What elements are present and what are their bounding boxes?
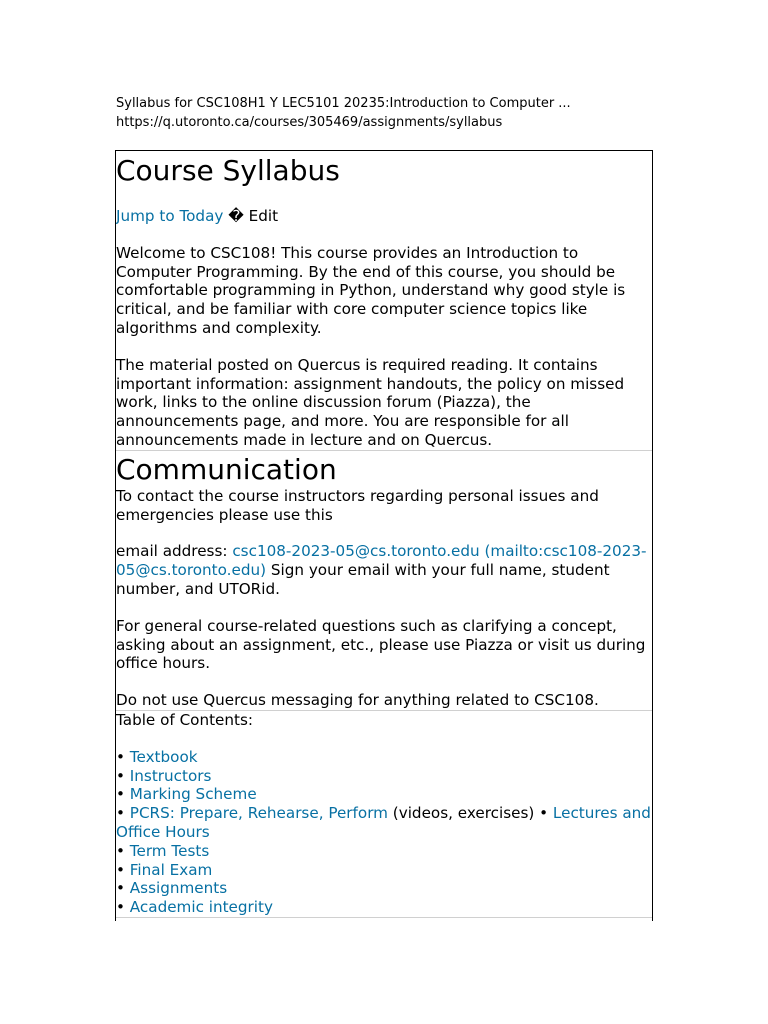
toc-link-assignments[interactable]: Assignments	[129, 879, 228, 898]
bullet: •	[116, 804, 130, 823]
sign-instructions: Sign your email with your full name, student number, and UTORid.	[116, 561, 610, 598]
toc-link-textbook[interactable]: Textbook	[129, 747, 198, 766]
pcrs-note: (videos, exercises) •	[387, 804, 553, 823]
communication-section	[116, 451, 652, 711]
toc-link-term-tests[interactable]: Term Tests	[129, 841, 210, 860]
email-paragraph	[116, 542, 652, 598]
jump-to-today-link[interactable]: Jump to Today	[116, 207, 224, 225]
bullet: •	[116, 841, 130, 860]
communication-heading: Communication	[116, 452, 337, 486]
contact-paragraph: To contact the course instructors regarding personal issues and emergencies please use this	[116, 486, 599, 524]
bullet: •	[116, 766, 130, 785]
toc-item	[116, 804, 652, 842]
mailto-link[interactable]: (mailto:csc108-2023-05@cs.toronto.edu)	[116, 542, 647, 580]
toc-item	[116, 785, 652, 804]
bullet: •	[116, 785, 130, 804]
syllabus-actions	[116, 207, 652, 226]
syllabus-content	[115, 150, 653, 921]
syllabus-section	[116, 151, 652, 451]
general-questions-paragraph: For general course-related questions such as clarifying a concept, asking about an assignment, etc., please use Piazza or visit us during office hours.	[116, 616, 646, 673]
email-label: email address:	[116, 542, 233, 561]
document-title: Syllabus for CSC108H1 Y LEC5101 20235:Introduction to Computer ...	[116, 96, 571, 111]
toc-link-lectures[interactable]: Lectures and Office Hours	[116, 804, 651, 841]
toc-item	[116, 767, 652, 786]
page-title: Course Syllabus	[116, 154, 340, 187]
print-header	[116, 94, 571, 132]
toc-item	[116, 879, 652, 898]
toc-link-marking-scheme[interactable]: Marking Scheme	[129, 785, 257, 804]
toc-link-final-exam[interactable]: Final Exam	[129, 860, 213, 879]
material-paragraph: The material posted on Quercus is required reading. It contains important information: assignment handouts, the policy on missed work, links to the online discussion forum (Piazza), the announcements page, and more. You are responsible for all announcements made in lecture and on Quercus.	[116, 355, 625, 449]
edit-icon[interactable]: �	[228, 207, 244, 225]
edit-button[interactable]: Edit	[243, 207, 279, 225]
bullet: •	[116, 747, 130, 766]
toc-item	[116, 748, 652, 767]
toc-item	[116, 861, 652, 880]
page-url: https://q.utoronto.ca/courses/305469/assignments/syllabus	[116, 115, 503, 130]
bullet: •	[116, 879, 130, 898]
intro-paragraph: Welcome to CSC108! This course provides an Introduction to Computer Programming. By the end of this course, you should be comfortable programming in Python, understand why good style is critical, and be familiar with core computer science topics like algorithms and complexity.	[116, 243, 626, 337]
email-link[interactable]: csc108-2023-05@cs.toronto.edu	[232, 542, 480, 561]
bullet: •	[116, 898, 130, 917]
no-quercus-paragraph: Do not use Quercus messaging for anything related to CSC108.	[116, 691, 599, 710]
toc-heading: Table of Contents:	[116, 710, 253, 729]
toc-item	[116, 842, 652, 861]
toc-link-academic-integrity[interactable]: Academic integrity	[129, 898, 273, 917]
bullet: •	[116, 860, 130, 879]
table-of-contents	[116, 711, 652, 918]
toc-link-instructors[interactable]: Instructors	[129, 766, 212, 785]
toc-list	[116, 748, 652, 917]
toc-link-pcrs[interactable]: PCRS: Prepare, Rehearse, Perform	[129, 804, 388, 823]
toc-item	[116, 898, 652, 917]
